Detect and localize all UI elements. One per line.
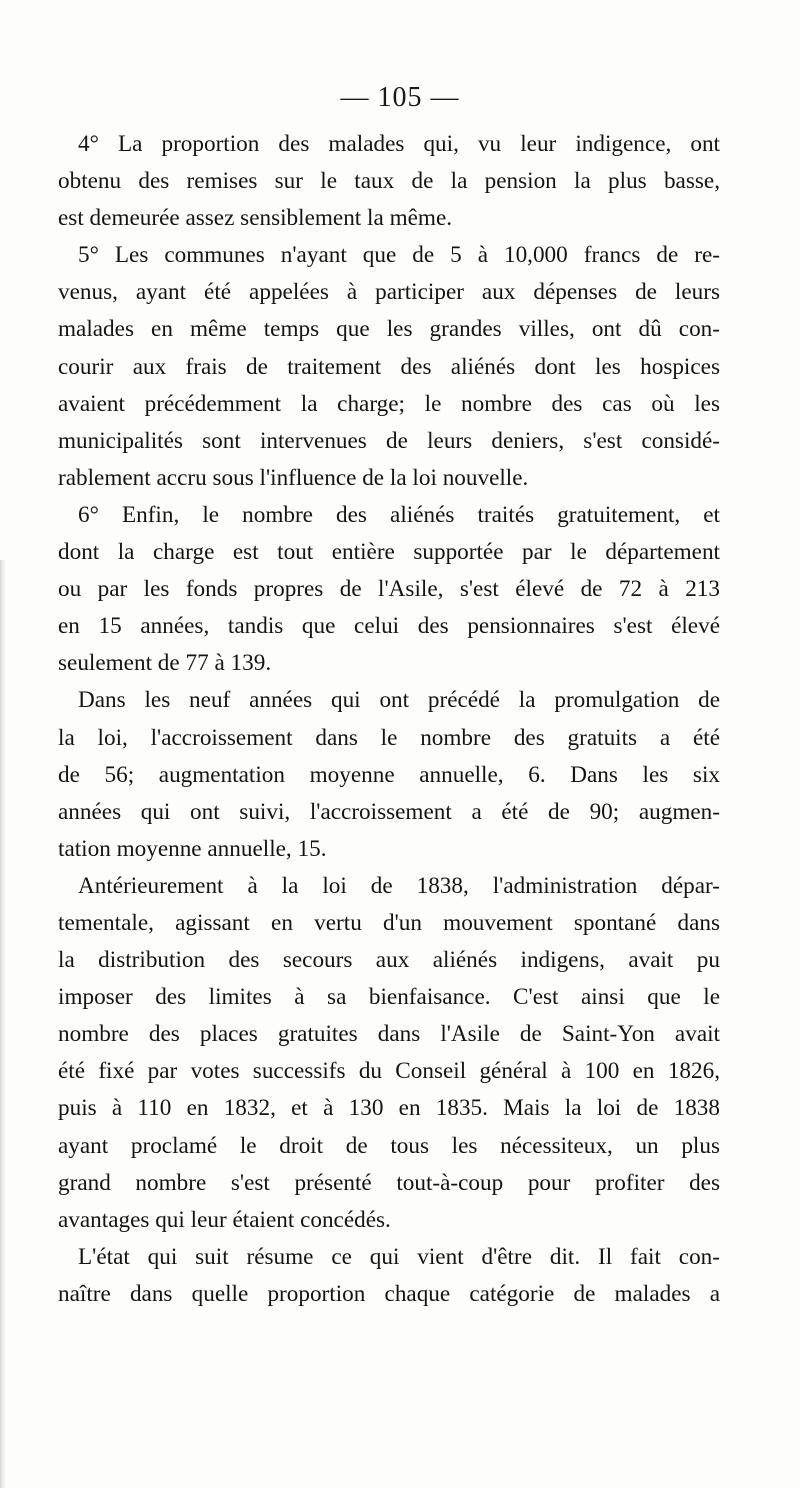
text-line: avaient précédemment la charge; le nombre des cas où les — [58, 390, 720, 417]
text-line: ou par les fonds propres de l'Asile, s'est élevé de 72 à 213 — [58, 576, 720, 603]
text-line: dont la charge est tout entière supportée par le département — [58, 539, 720, 566]
text-line: malades en même temps que les grandes villes, ont dû con- — [58, 316, 720, 343]
text-line: grand nombre s'est présenté tout-à-coup pour profiter des — [58, 1169, 720, 1196]
text-line: L'état qui suit résume ce qui vient d'être dit. Il fait con- — [78, 1243, 720, 1270]
text-line: 6° Enfin, le nombre des aliénés traités gratuitement, et — [78, 501, 720, 528]
text-line: 5° Les communes n'ayant que de 5 à 10,000 francs de re- — [78, 242, 720, 269]
text-line: rablement accru sous l'influence de la loi nouvelle. — [58, 464, 529, 491]
text-line: seulement de 77 à 139. — [58, 650, 272, 677]
text-line: puis à 110 en 1832, et à 130 en 1835. Mais la loi de 1838 — [58, 1095, 720, 1122]
text-line: ayant proclamé le droit de tous les nécessiteux, un plus — [58, 1132, 720, 1159]
text-line: tementale, agissant en vertu d'un mouvement spontané dans — [58, 909, 720, 936]
text-line: 4° La proportion des malades qui, vu leur indigence, ont — [78, 131, 720, 157]
text-line: nombre des places gratuites dans l'Asile de Saint-Yon avait — [58, 1021, 720, 1048]
text-line: municipalités sont intervenues de leurs deniers, s'est considé- — [58, 427, 720, 454]
text-line: avantages qui leur étaient concédés. — [58, 1206, 391, 1233]
text-line: été fixé par votes successifs du Conseil général à 100 en 1826, — [58, 1058, 720, 1085]
text-line: années qui ont suivi, l'accroissement a été de 90; augmen- — [58, 798, 720, 825]
text-line: Antérieurement à la loi de 1838, l'administration dépar- — [78, 872, 720, 899]
text-line: la loi, l'accroissement dans le nombre des gratuits a été — [58, 724, 720, 751]
text-line: tation moyenne annuelle, 15. — [58, 835, 327, 862]
text-line: venus, ayant été appelées à participer aux dépenses de leurs — [58, 279, 720, 306]
text-line: est demeurée assez sensiblement la même. — [58, 205, 453, 232]
text-line: obtenu des remises sur le taux de la pension la plus basse, — [58, 168, 720, 195]
page-shadow-edge — [0, 560, 6, 1488]
page-number-header: — 105 — — [340, 82, 460, 113]
text-line: Dans les neuf années qui ont précédé la promulgation de — [78, 687, 720, 714]
text-line: de 56; augmentation moyenne annuelle, 6. Dans les six — [58, 761, 720, 788]
text-line: naître dans quelle proportion chaque catégorie de malades a — [58, 1280, 720, 1307]
text-line: imposer des limites à sa bienfaisance. C'est ainsi que le — [58, 984, 720, 1011]
text-line: en 15 années, tandis que celui des pensionnaires s'est élevé — [58, 613, 720, 640]
text-line: courir aux frais de traitement des aliénés dont les hospices — [58, 353, 720, 380]
body-text — [58, 126, 720, 1313]
text-line: la distribution des secours aux aliénés indigens, avait pu — [58, 947, 720, 974]
